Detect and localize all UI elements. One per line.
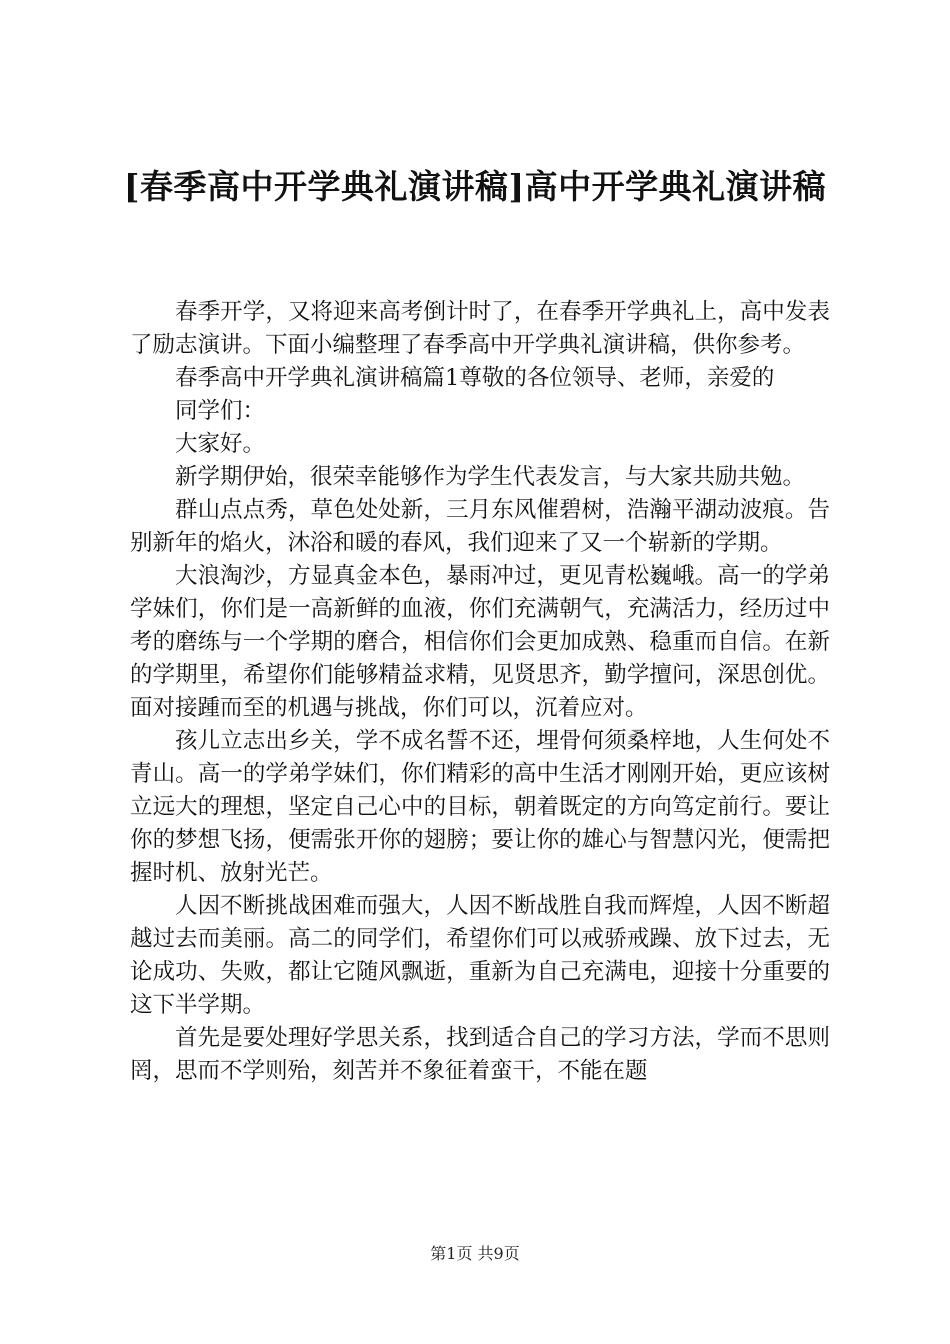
- document-title: [春季高中开学典礼演讲稿]高中开学典礼演讲稿: [123, 167, 827, 206]
- paragraph: 同学们：: [175, 398, 266, 424]
- paragraph: 人因不断挑战困难而强大，人因不断战胜自我而辉煌，人因不断超越过去而美丽。高二的同学们，希望你们可以戒骄戒躁、放下过去，无论成功、失败，都让它随风飘逝，重新为自己充满电，迎接十分重要的这下半学期。: [130, 893, 830, 1018]
- paragraph: 春季高中开学典礼演讲稿篇1尊敬的各位领导、老师，亲爱的: [175, 365, 775, 391]
- paragraph: 大家好。: [175, 431, 266, 457]
- document-body: [130, 296, 830, 1088]
- paragraph: 新学期伊始，很荣幸能够作为学生代表发言，与大家共励共勉。: [175, 464, 806, 490]
- paragraph: 群山点点秀，草色处处新，三月东风催碧树，浩瀚平湖动波痕。告别新年的焰火，沐浴和暖的春风，我们迎来了又一个崭新的学期。: [130, 497, 830, 556]
- paragraph: 大浪淘沙，方显真金本色，暴雨冲过，更见青松巍峨。高一的学弟学妹们，你们是一高新鲜的血液，你们充满朝气，充满活力，经历过中考的磨练与一个学期的磨合，相信你们会更加成熟、稳重而自信。在新的学期里，希望你们能够精益求精，见贤思齐，勤学擅问，深思创优。面对接踵而至的机遇与挑战，你们可以，沉着应对。: [130, 563, 830, 721]
- paragraph: 首先是要处理好学思关系，找到适合自己的学习方法，学而不思则罔，思而不学则殆，刻苦并不象征着蛮干，不能在题: [130, 1025, 830, 1084]
- paragraph: 孩儿立志出乡关，学不成名誓不还，埋骨何须桑梓地，人生何处不青山。高一的学弟学妹们，你们精彩的高中生活才刚刚开始，更应该树立远大的理想，坚定自己心中的目标，朝着既定的方向笃定前行。要让你的梦想飞扬，便需张开你的翅膀；要让你的雄心与智慧闪光，便需把握时机、放射光芒。: [130, 728, 830, 886]
- page-number-footer: 第1页 共9页: [430, 1244, 520, 1263]
- paragraph: 春季开学，又将迎来高考倒计时了，在春季开学典礼上，高中发表了励志演讲。下面小编整理了春季高中开学典礼演讲稿，供你参考。: [130, 299, 830, 358]
